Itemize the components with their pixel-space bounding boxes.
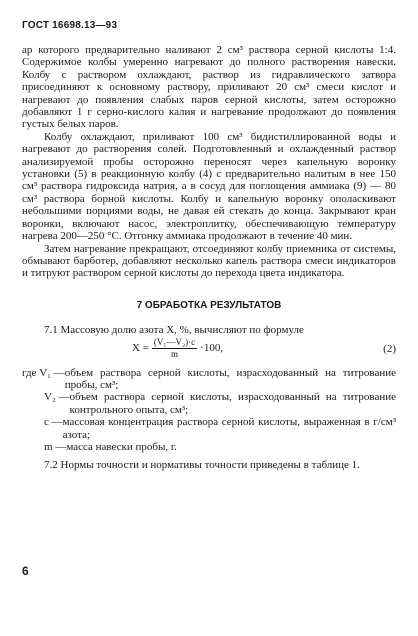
formula-tail: ·100, — [200, 341, 224, 354]
definition-text: масса навески пробы, г. — [66, 440, 177, 453]
definition-item — [22, 367, 396, 392]
definition-item — [22, 416, 396, 441]
definition-symbol: с — — [44, 416, 63, 429]
definition-text: объем раствора серной кислоты, израсходованный на титрование пробы, см³; — [64, 366, 396, 391]
definition-symbol: m — — [44, 440, 67, 453]
formula-row — [22, 337, 396, 363]
paragraph-7-1: 7.1 Массовую долю азота X, %, вычисляют по формуле — [44, 324, 304, 337]
definition-symbol: где V₁ — — [22, 366, 65, 379]
section-title: 7 ОБРАБОТКА РЕЗУЛЬТАТОВ — [136, 299, 282, 311]
definition-text: массовая концентрация раствора серной кислоты, выраженная в г/см³ азота; — [62, 416, 396, 441]
formula-lhs: X = — [132, 341, 149, 354]
document-body — [22, 44, 396, 472]
definitions-list — [22, 367, 396, 454]
definition-text: объем раствора серной кислоты, израсходованный на титрование контрольного опыта, см³; — [69, 391, 396, 416]
definition-symbol: V₂ — — [44, 391, 70, 404]
paragraph-continuation: ар которого предварительно наливают 2 см³ раствора серной кислоты 1:4. Содержимое колбы умеренно нагревают до полного растворения навески. Колбу с раствором охлаждают, раствор из гидравлического затвора присоединяют к основному раствору, приливают 20 см³ смеси кислот и нагревают до появления слабых паров серной кислоты, затем осторожно добавляют 1 г серно-кислого калия и нагревание продолжают до появления густых белых паров. — [22, 44, 396, 131]
paragraph-titration: Затем нагревание прекращают, отсоединяют колбу приемника от системы, обмывают барботер, добавляют несколько капель раствора смеси индикаторов и титруют раствором серной кислоты до перехода цвета индикатора. — [22, 242, 396, 280]
page-number: 6 — [22, 564, 29, 578]
formula-fraction — [152, 337, 197, 360]
formula-numerator: (V₁—V₂)·c — [153, 336, 196, 347]
formula — [132, 337, 223, 360]
paragraph-cooling: Колбу охлаждают, приливают 100 см³ бидистиллированной воды и нагревают до растворения солей. Подготовленный и охлажденный раствор анализируемой пробы осторожно переносят через капельную воронку установки (5) в реакционную колбу (4) с предварительно налитым в нее 150 см³ раствора гидроксида натрия, а в сосуд для поглощения аммиака (9) — 80 см³ раствора борной кислоты. Колбу и капельную воронку ополаскивают небольшими порциями воды, не давая ей стекать до конца. Закрывают кран воронки, включают насос, электроплитку, обеспечивающую температуру нагрева 200—250 °С. Отгонку аммиака продолжают в течение 40 мин. — [22, 130, 396, 243]
paragraph-7-2: 7.2 Нормы точности и нормативы точности приведены в таблице 1. — [44, 459, 360, 472]
formula-denominator: m — [171, 348, 179, 359]
equation-number: (2) — [383, 342, 396, 355]
definition-item — [22, 441, 396, 453]
definition-item — [22, 391, 396, 416]
standard-header: ГОСТ 16698.13—93 — [22, 20, 118, 31]
